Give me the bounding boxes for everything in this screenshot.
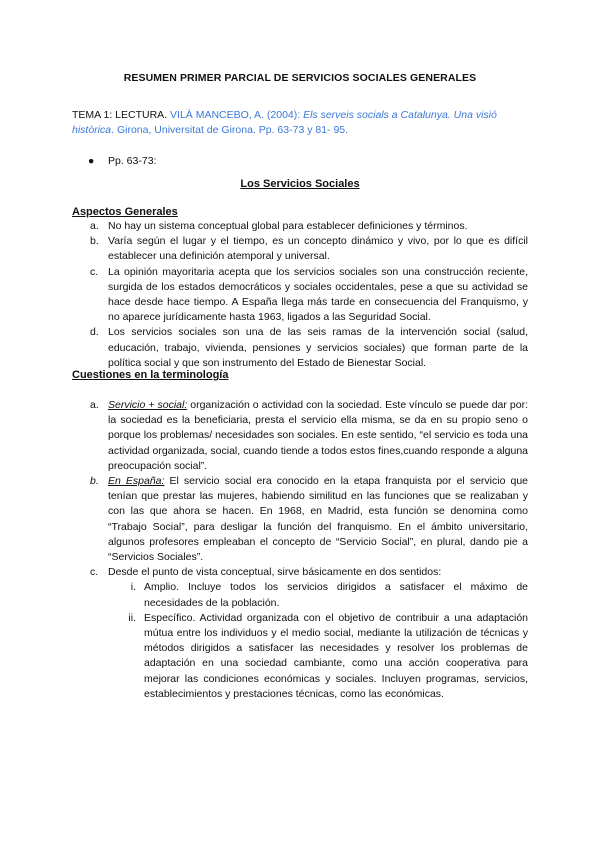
list-item <box>72 265 528 326</box>
list-item-text: No hay un sistema conceptual global para establecer definiciones y términos. <box>108 220 468 232</box>
terminologia-list <box>72 398 528 702</box>
pages-bullet-text: Pp. 63-73: <box>108 155 157 167</box>
bullet-dot: ● <box>88 155 95 167</box>
list-marker: c. <box>90 566 99 579</box>
term-label: En España: <box>108 475 165 488</box>
tema-prefix: TEMA 1: LECTURA. <box>72 109 171 121</box>
list-marker: c. <box>90 265 99 278</box>
list-marker: d. <box>90 326 99 339</box>
sub-list-item-text: Específico. Actividad organizada con el objetivo de contribuir a una adaptación mútua entre los individuos y el medio social, mediante la utilización de técnicas y métodos dirigidos a satisfacer las necesidades y resolver los problemas de adaptación en una sociedad cambiante, como una acción cooperativa para mejorar las condiciones económicas y sociales. Incluyen programas, servicios, establecimientos y prestaciones técnicas, como las económicas. <box>144 611 528 700</box>
term-label: Servicio + social: <box>108 399 188 411</box>
list-item <box>72 398 528 474</box>
sub-list-marker: ii. <box>128 611 136 624</box>
heading-cuestiones-terminologia: Cuestiones en la terminología <box>72 369 229 381</box>
tema-author-link[interactable]: VILÀ MANCEBO, A. (2004): <box>170 109 304 121</box>
list-item-text: La opinión mayoritaria acepta que los servicios sociales son una construcción reciente, surgida de los estados democráticos y sociales occidentales, pese a que su actividad se hace desde hace tiempo. A España llega más tarde en consecuencia del Franquismo, y no aparece jurídicamente hasta 1963, ligados a las Seguridad Social. <box>108 265 528 324</box>
sub-list-item <box>108 580 528 610</box>
list-item <box>72 219 528 234</box>
list-marker: b. <box>90 235 99 248</box>
tema-work-link[interactable]: Els serveis socials a Catalunya. Una visió històrica <box>72 109 497 136</box>
list-item <box>72 474 528 565</box>
sub-list-item-text: Amplio. Incluye todos los servicios dirigidos a satisfacer el máximo de necesidades de la población. <box>144 581 528 609</box>
list-marker: a. <box>90 220 99 232</box>
tema-reference <box>72 108 532 138</box>
tema-rest-link[interactable]: . Girona, Universitat de Girona. Pp. 63-73 y 81- 95. <box>111 124 349 136</box>
list-item-text: organización o actividad con la sociedad. Este vínculo se puede dar por: la sociedad es la beneficiaria, presta el servicio ella misma, se da en su propio seno o porque los problemas/ necesidades son sociales. En este sentido, “el servicio es toda una actividad organizada, social, cuando tiende a todos estos fines,cuando responde a alguna preocupación social”. <box>108 399 528 472</box>
aspectos-list <box>72 219 528 371</box>
list-item-text: Varía según el lugar y el tiempo, es un concepto dinámico y vivo, por lo que es difícil establecer una definición atemporal y universal. <box>108 235 528 263</box>
list-marker: a. <box>90 399 99 411</box>
sub-list-item <box>108 611 528 702</box>
heading-aspectos-generales: Aspectos Generales <box>72 206 178 218</box>
list-item <box>72 325 528 371</box>
list-marker: b. <box>90 475 99 488</box>
list-item-text: El servicio social era conocido en la etapa franquista por el servicio que tenían que prestar las mujeres, habiendo similitud en las funciones que se realizaban y con las que ahora se hacen. En 1968, en Madrid, esta función se denomina como “Trabajo Social”, para desligar la función del franquismo. En el ámbito universitario, algunos profesores empleaban el concepto de “Servicio Social”, en plural, dando pie a “Servicios Sociales”. <box>108 475 528 564</box>
section-subtitle: Los Servicios Sociales <box>240 178 360 190</box>
list-item-text: Desde el punto de vista conceptual, sirve básicamente en dos sentidos: <box>108 566 442 579</box>
sub-list-marker: i. <box>130 581 136 594</box>
pages-bullet <box>88 155 156 167</box>
list-item <box>72 234 528 264</box>
sub-list <box>108 580 528 702</box>
list-item-text: Los servicios sociales son una de las seis ramas de la intervención social (salud, educación, trabajo, vivienda, pensiones y servicios sociales) que forman parte de la política social y que son instrumento del Estado de Bienestar Social. <box>108 326 528 369</box>
list-item <box>72 565 528 702</box>
document-title: RESUMEN PRIMER PARCIAL DE SERVICIOS SOCIALES GENERALES <box>123 72 477 84</box>
